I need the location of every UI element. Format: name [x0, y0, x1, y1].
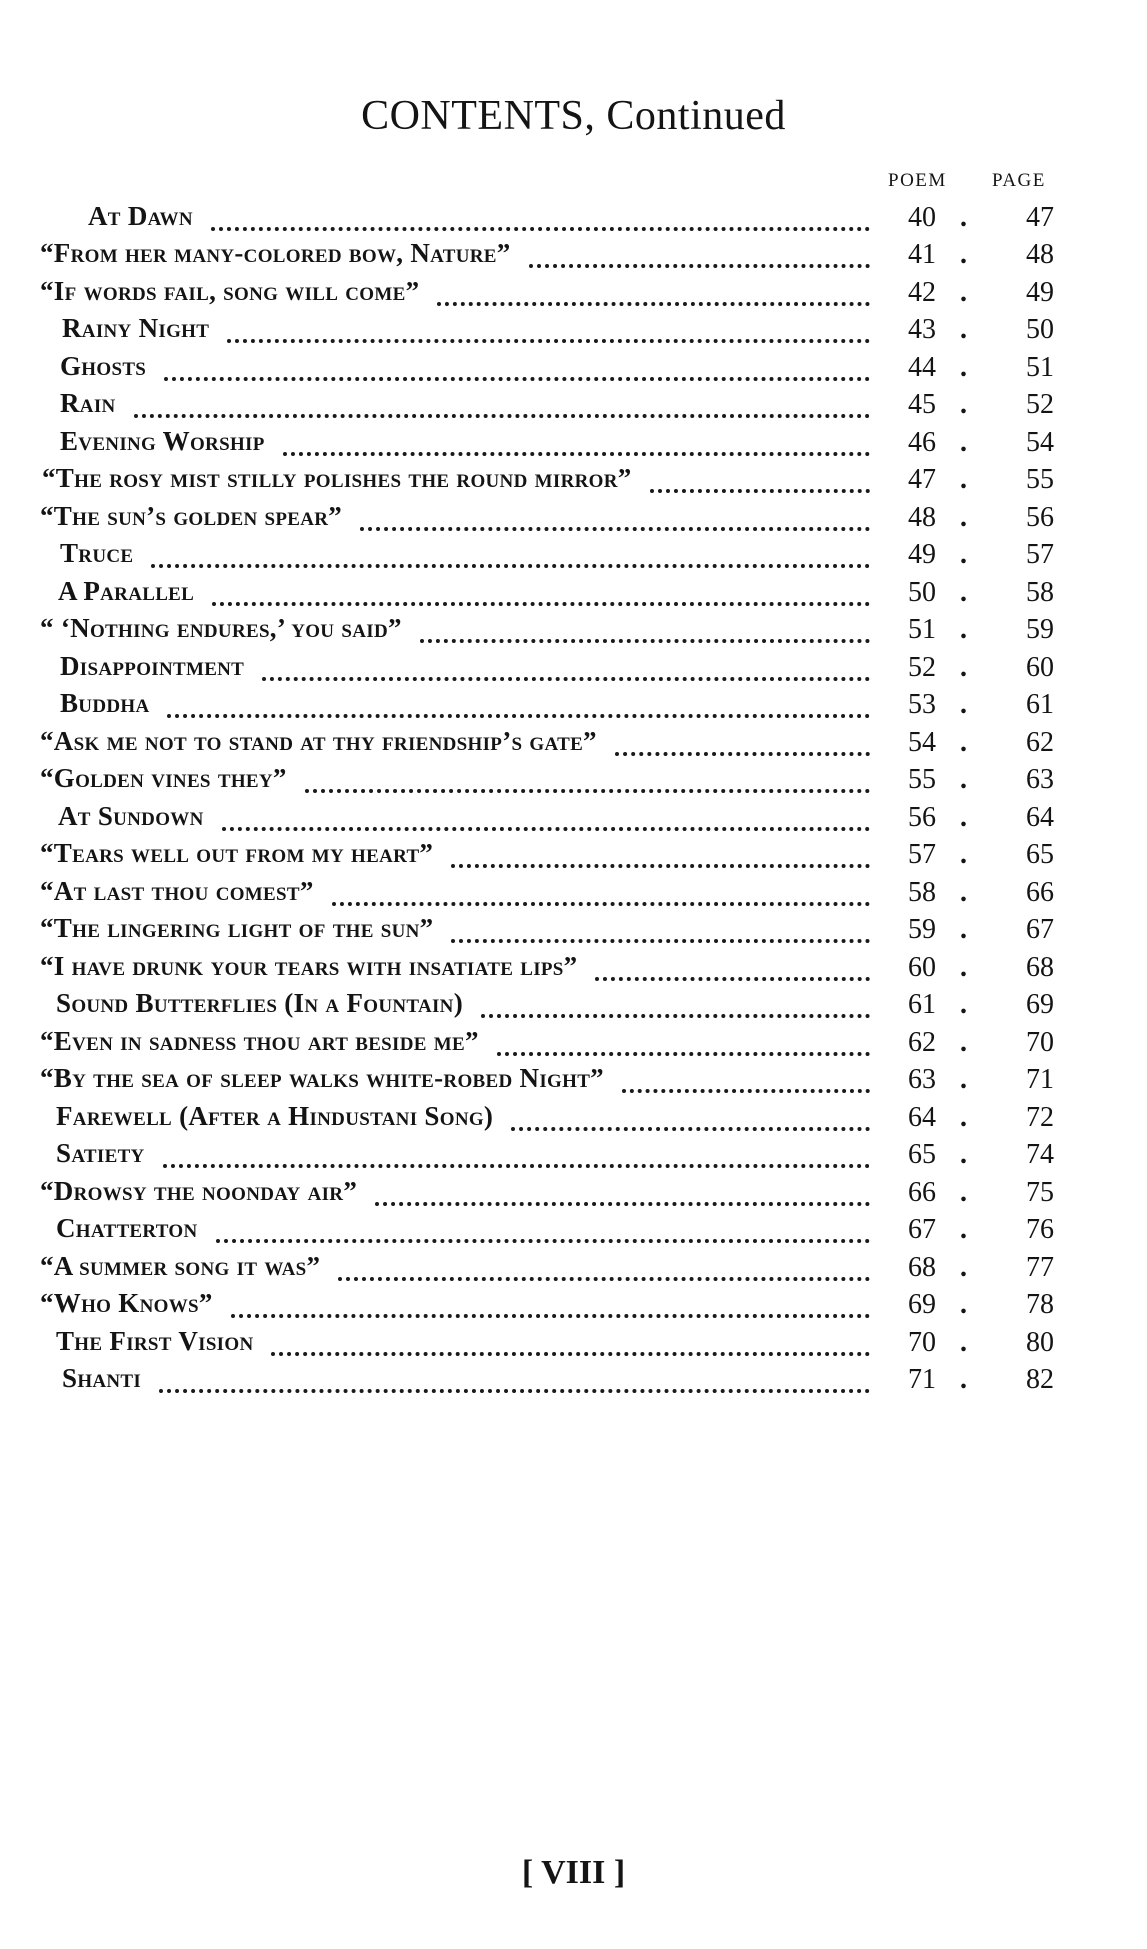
dot-leader [159, 1379, 870, 1393]
page-number: 74 [1026, 1139, 1054, 1170]
poem-number: 46 [908, 426, 936, 458]
separator-dot: . [960, 501, 967, 533]
toc-row [0, 986, 1147, 1024]
page-column-header: PAGE [992, 170, 1046, 191]
dot-leader [283, 442, 870, 456]
separator-dot: . [960, 314, 967, 345]
dot-leader [529, 254, 870, 268]
poem-number: 48 [908, 501, 936, 533]
separator-dot: . [960, 539, 967, 570]
page-number: 51 [1026, 351, 1054, 383]
dot-leader [595, 967, 870, 981]
page-number: 71 [1026, 1064, 1054, 1095]
entry-title: Rainy Night [62, 313, 210, 343]
dot-leader [622, 1079, 870, 1093]
poem-number: 56 [908, 801, 936, 833]
page-number: 77 [1026, 1251, 1054, 1283]
dot-leader [167, 704, 870, 718]
toc-row [0, 236, 1147, 274]
dot-leader [212, 592, 870, 606]
toc-row [0, 1061, 1147, 1099]
entry-title: Ghosts [60, 350, 147, 381]
poem-number: 44 [908, 351, 936, 383]
entry-title: Chatterton [56, 1213, 198, 1243]
page-number: 76 [1026, 1214, 1054, 1245]
separator-dot: . [960, 351, 967, 383]
toc-row [0, 836, 1147, 874]
separator-dot: . [960, 426, 967, 458]
poem-number: 64 [908, 1101, 936, 1133]
entry-title: “Even in sadness thou art beside me” [40, 1025, 479, 1056]
toc-row [0, 911, 1147, 949]
toc-row [0, 798, 1147, 836]
separator-dot: . [960, 389, 967, 420]
entry-title: “From her many-colored bow, Nature” [40, 238, 511, 268]
separator-dot: . [960, 651, 967, 683]
dot-leader [511, 1117, 870, 1131]
poem-number: 58 [908, 876, 936, 908]
dot-leader [305, 779, 870, 793]
toc-row [0, 386, 1147, 424]
poem-number: 54 [908, 726, 936, 758]
page-title: CONTENTS, Continued [361, 93, 786, 139]
poem-number: 50 [908, 576, 936, 608]
toc-row [0, 948, 1147, 986]
page-number: 54 [1026, 426, 1054, 458]
dot-leader [227, 329, 870, 343]
dot-leader [338, 1267, 870, 1281]
entry-title: Sound Butterflies (In a Fountain) [56, 988, 463, 1018]
poem-number: 61 [908, 989, 936, 1020]
page-number: 72 [1026, 1101, 1054, 1133]
toc-row [0, 423, 1147, 461]
page-number: 62 [1026, 726, 1054, 758]
separator-dot: . [960, 1364, 967, 1395]
toc-row [0, 611, 1147, 649]
entry-title: Disappointment [60, 650, 245, 681]
entry-title: “ ‘Nothing endures,’ you said” [40, 613, 402, 643]
poem-number: 47 [908, 464, 936, 495]
entry-title: Buddha [60, 688, 150, 718]
poem-number: 59 [908, 914, 936, 945]
page-number: 57 [1026, 539, 1054, 570]
entry-title: “A summer song it was” [40, 1250, 321, 1281]
dot-leader [332, 892, 870, 906]
separator-dot: . [960, 1251, 967, 1283]
dot-leader [134, 404, 870, 418]
page-number: 82 [1026, 1364, 1054, 1395]
separator-dot: . [960, 1064, 967, 1095]
toc-row [0, 1323, 1147, 1361]
page-number: 68 [1026, 951, 1054, 983]
separator-dot: . [960, 276, 967, 308]
page-number: 66 [1026, 876, 1054, 908]
entry-title: Farewell (After a Hindustani Song) [56, 1100, 494, 1131]
entry-title: “Tears well out from my heart” [40, 838, 434, 868]
toc-row [0, 1286, 1147, 1324]
page-number: 67 [1026, 914, 1054, 945]
entry-title: “The lingering light of the sun” [40, 913, 434, 943]
poem-number: 40 [908, 201, 936, 233]
dot-leader [151, 554, 870, 568]
page-number: 78 [1026, 1289, 1054, 1320]
toc-row [0, 1361, 1147, 1399]
page-number: 56 [1026, 501, 1054, 533]
separator-dot: . [960, 951, 967, 983]
page-number: 50 [1026, 314, 1054, 345]
dot-leader [164, 367, 870, 381]
poem-number: 43 [908, 314, 936, 345]
poem-number: 49 [908, 539, 936, 570]
poem-number: 52 [908, 651, 936, 683]
dot-leader [216, 1229, 870, 1243]
separator-dot: . [960, 839, 967, 870]
entry-title: “The sun’s golden spear” [40, 500, 343, 531]
separator-dot: . [960, 689, 967, 720]
toc-row [0, 311, 1147, 349]
separator-dot: . [960, 876, 967, 908]
table-of-contents [0, 198, 1147, 1398]
poem-number: 63 [908, 1064, 936, 1095]
poem-number: 66 [908, 1176, 936, 1208]
separator-dot: . [960, 1026, 967, 1058]
page-number: 63 [1026, 764, 1054, 795]
toc-row [0, 536, 1147, 574]
dot-leader [451, 929, 870, 943]
separator-dot: . [960, 239, 967, 270]
poem-number: 69 [908, 1289, 936, 1320]
poem-number: 62 [908, 1026, 936, 1058]
toc-row [0, 1136, 1147, 1174]
separator-dot: . [960, 1214, 967, 1245]
dot-leader [360, 517, 870, 531]
poem-number: 57 [908, 839, 936, 870]
entry-title: “If words fail, song will come” [40, 275, 420, 306]
separator-dot: . [960, 614, 967, 645]
separator-dot: . [960, 914, 967, 945]
entry-title: Evening Worship [60, 425, 265, 456]
entry-title: “By the sea of sleep walks white-robed Night” [40, 1063, 604, 1093]
page-number: 64 [1026, 801, 1054, 833]
toc-row [0, 461, 1147, 499]
page-number: 65 [1026, 839, 1054, 870]
toc-row [0, 873, 1147, 911]
dot-leader [231, 1304, 870, 1318]
separator-dot: . [960, 201, 967, 233]
toc-row [0, 348, 1147, 386]
page-number: 61 [1026, 689, 1054, 720]
dot-leader [375, 1192, 870, 1206]
poem-number: 42 [908, 276, 936, 308]
separator-dot: . [960, 726, 967, 758]
page-number: 52 [1026, 389, 1054, 420]
entry-title: “Who Knows” [40, 1288, 213, 1318]
entry-title: Satiety [56, 1138, 145, 1168]
entry-title: Rain [60, 388, 116, 418]
page-number: 59 [1026, 614, 1054, 645]
separator-dot: . [960, 801, 967, 833]
separator-dot: . [960, 1289, 967, 1320]
poem-number: 71 [908, 1364, 936, 1395]
entry-title: “I have drunk your tears with insatiate lips” [40, 950, 578, 981]
page-number: 69 [1026, 989, 1054, 1020]
dot-leader [481, 1004, 870, 1018]
toc-row [0, 498, 1147, 536]
separator-dot: . [960, 464, 967, 495]
page-number: 49 [1026, 276, 1054, 308]
dot-leader [615, 742, 870, 756]
toc-row [0, 1173, 1147, 1211]
page-number: 47 [1026, 201, 1054, 233]
toc-row [0, 648, 1147, 686]
entry-title: “Drowsy the noonday air” [40, 1175, 358, 1206]
separator-dot: . [960, 1139, 967, 1170]
entry-title: A Parallel [58, 575, 195, 606]
separator-dot: . [960, 1176, 967, 1208]
entry-title: Truce [60, 538, 134, 568]
separator-dot: . [960, 764, 967, 795]
poem-number: 51 [908, 614, 936, 645]
page-number: 80 [1026, 1326, 1054, 1358]
separator-dot: . [960, 1326, 967, 1358]
poem-number: 60 [908, 951, 936, 983]
poem-number: 41 [908, 239, 936, 270]
poem-number: 70 [908, 1326, 936, 1358]
toc-row [0, 723, 1147, 761]
entry-title: At Sundown [58, 800, 204, 831]
entry-title: “Golden vines they” [40, 763, 287, 793]
toc-row [0, 573, 1147, 611]
dot-leader [163, 1154, 870, 1168]
entry-title: “At last thou comest” [40, 875, 314, 906]
poem-column-header: POEM [888, 170, 947, 191]
toc-row [0, 1211, 1147, 1249]
page-number: 55 [1026, 464, 1054, 495]
toc-row [0, 198, 1147, 236]
poem-number: 45 [908, 389, 936, 420]
dot-leader [211, 217, 870, 231]
toc-row [0, 761, 1147, 799]
poem-number: 65 [908, 1139, 936, 1170]
entry-title: The First Vision [56, 1325, 254, 1356]
dot-leader [420, 629, 870, 643]
poem-number: 53 [908, 689, 936, 720]
poem-number: 67 [908, 1214, 936, 1245]
toc-row [0, 686, 1147, 724]
poem-number: 68 [908, 1251, 936, 1283]
entry-title: At Dawn [88, 200, 193, 231]
entry-title: “The rosy mist stilly polishes the round mirror” [42, 463, 632, 493]
dot-leader [271, 1342, 870, 1356]
separator-dot: . [960, 576, 967, 608]
poem-number: 55 [908, 764, 936, 795]
separator-dot: . [960, 1101, 967, 1133]
entry-title: “Ask me not to stand at thy friendship’s gate” [40, 725, 597, 756]
toc-row [0, 1098, 1147, 1136]
dot-leader [222, 817, 870, 831]
entry-title: Shanti [62, 1363, 142, 1393]
dot-leader [497, 1042, 870, 1056]
dot-leader [437, 292, 870, 306]
dot-leader [451, 854, 870, 868]
separator-dot: . [960, 989, 967, 1020]
page-number: 70 [1026, 1026, 1054, 1058]
page-folio: [ VIII ] [521, 1854, 626, 1891]
toc-row [0, 273, 1147, 311]
page-number: 58 [1026, 576, 1054, 608]
page-number: 60 [1026, 651, 1054, 683]
page-number: 48 [1026, 239, 1054, 270]
toc-row [0, 1248, 1147, 1286]
page-number: 75 [1026, 1176, 1054, 1208]
toc-row [0, 1023, 1147, 1061]
dot-leader [650, 479, 870, 493]
dot-leader [262, 667, 870, 681]
